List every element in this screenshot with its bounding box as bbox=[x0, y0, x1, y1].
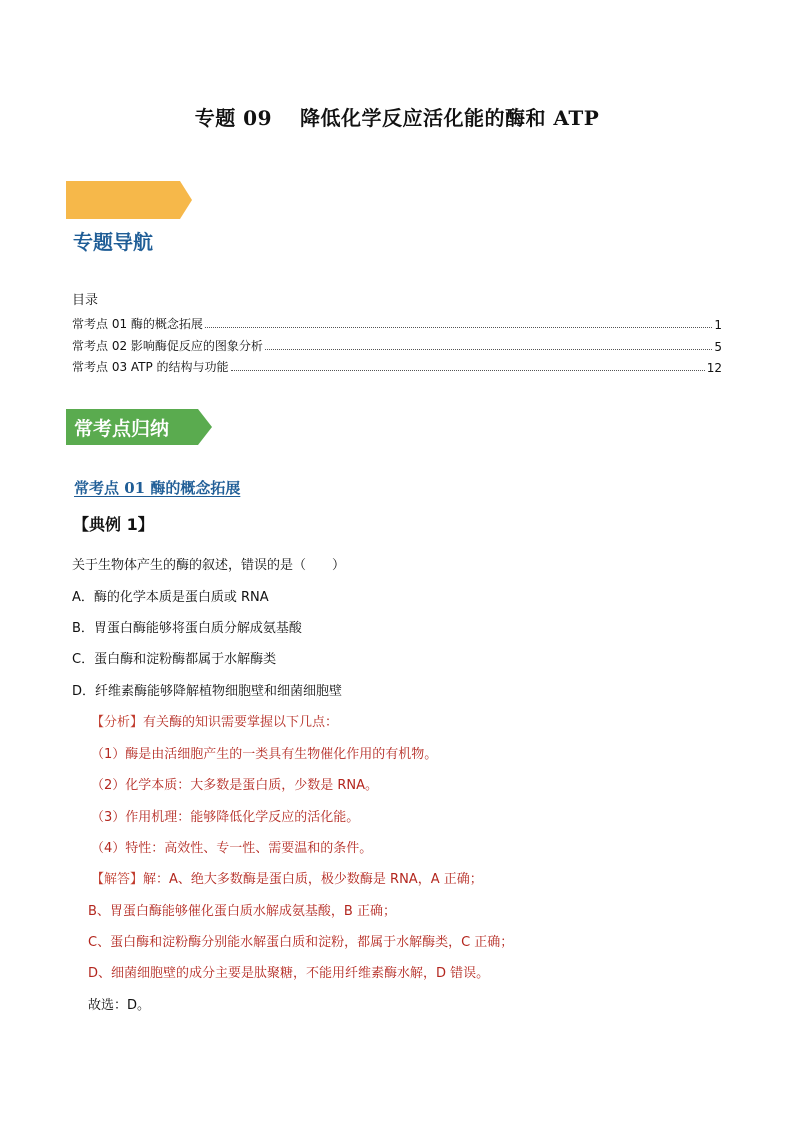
solution-line: C、蛋白酶和淀粉酶分别能水解蛋白质和淀粉，都属于水解酶类，C 正确； bbox=[88, 935, 514, 950]
nav-section-heading: 专题导航 bbox=[73, 230, 153, 254]
toc-leader-dots bbox=[205, 327, 712, 328]
solution-line: B、胃蛋白酶能够催化蛋白质水解成氨基酸，B 正确； bbox=[88, 904, 396, 919]
toc-entry[interactable] bbox=[72, 357, 722, 375]
analysis-tag: 【分析】 bbox=[91, 715, 144, 730]
toc-entry-text: 常考点 02 影响酶促反应的图象分析 bbox=[72, 339, 263, 353]
toc-leader-dots bbox=[265, 349, 712, 350]
toc-entry-page: 5 bbox=[714, 340, 722, 354]
solution-tag: 【解答】 bbox=[91, 872, 144, 887]
toc-entry-page: 12 bbox=[706, 361, 722, 375]
solution-first-line bbox=[91, 868, 483, 887]
analysis-intro-line bbox=[91, 711, 338, 730]
topic-heading[interactable]: 常考点 01 酶的概念拓展 bbox=[74, 479, 241, 497]
analysis-point: （2）化学本质：大多数是蛋白质，少数是 RNA。 bbox=[91, 778, 379, 793]
analysis-point: （3）作用机理：能够降低化学反应的活化能。 bbox=[91, 810, 360, 825]
toc-entry-text: 常考点 01 酶的概念拓展 bbox=[72, 317, 203, 331]
option-b: B．胃蛋白酶能够将蛋白质分解成氨基酸 bbox=[72, 621, 302, 636]
example-label: 【典例 1】 bbox=[73, 515, 154, 534]
toc-entry[interactable] bbox=[72, 336, 722, 354]
solution-line: D、细菌细胞壁的成分主要是肽聚糖，不能用纤维素酶水解，D 错误。 bbox=[88, 966, 490, 981]
solution-first: 解：A、绝大多数酶是蛋白质，极少数酶是 RNA，A 正确； bbox=[143, 872, 483, 887]
option-a: A．酶的化学本质是蛋白质或 RNA bbox=[72, 590, 269, 605]
document-title: 专题 09 降低化学反应活化能的酶和 ATP bbox=[194, 106, 600, 130]
option-c: C．蛋白酶和淀粉酶都属于水解酶类 bbox=[72, 652, 277, 667]
analysis-intro: 有关酶的知识需要掌握以下几点： bbox=[143, 715, 339, 730]
option-d: D．纤维素酶能够降解植物细胞壁和细菌细胞壁 bbox=[72, 684, 343, 699]
analysis-point: （4）特性：高效性、专一性、需要温和的条件。 bbox=[91, 841, 373, 856]
toc-entry-page: 1 bbox=[714, 318, 722, 332]
toc-entry-text: 常考点 03 ATP 的结构与功能 bbox=[72, 360, 229, 374]
question-text: 关于生物体产生的酶的叙述，错误的是（ ） bbox=[72, 558, 346, 573]
toc-entry[interactable] bbox=[72, 314, 722, 332]
nav-banner-shape bbox=[66, 181, 194, 219]
analysis-point: （1）酶是由活细胞产生的一类具有生物催化作用的有机物。 bbox=[91, 747, 438, 762]
toc-leader-dots bbox=[231, 370, 705, 371]
toc-label: 目录 bbox=[72, 293, 99, 308]
solution-final: 故选：D。 bbox=[88, 998, 151, 1013]
summary-section-heading: 常考点归纳 bbox=[74, 418, 170, 440]
